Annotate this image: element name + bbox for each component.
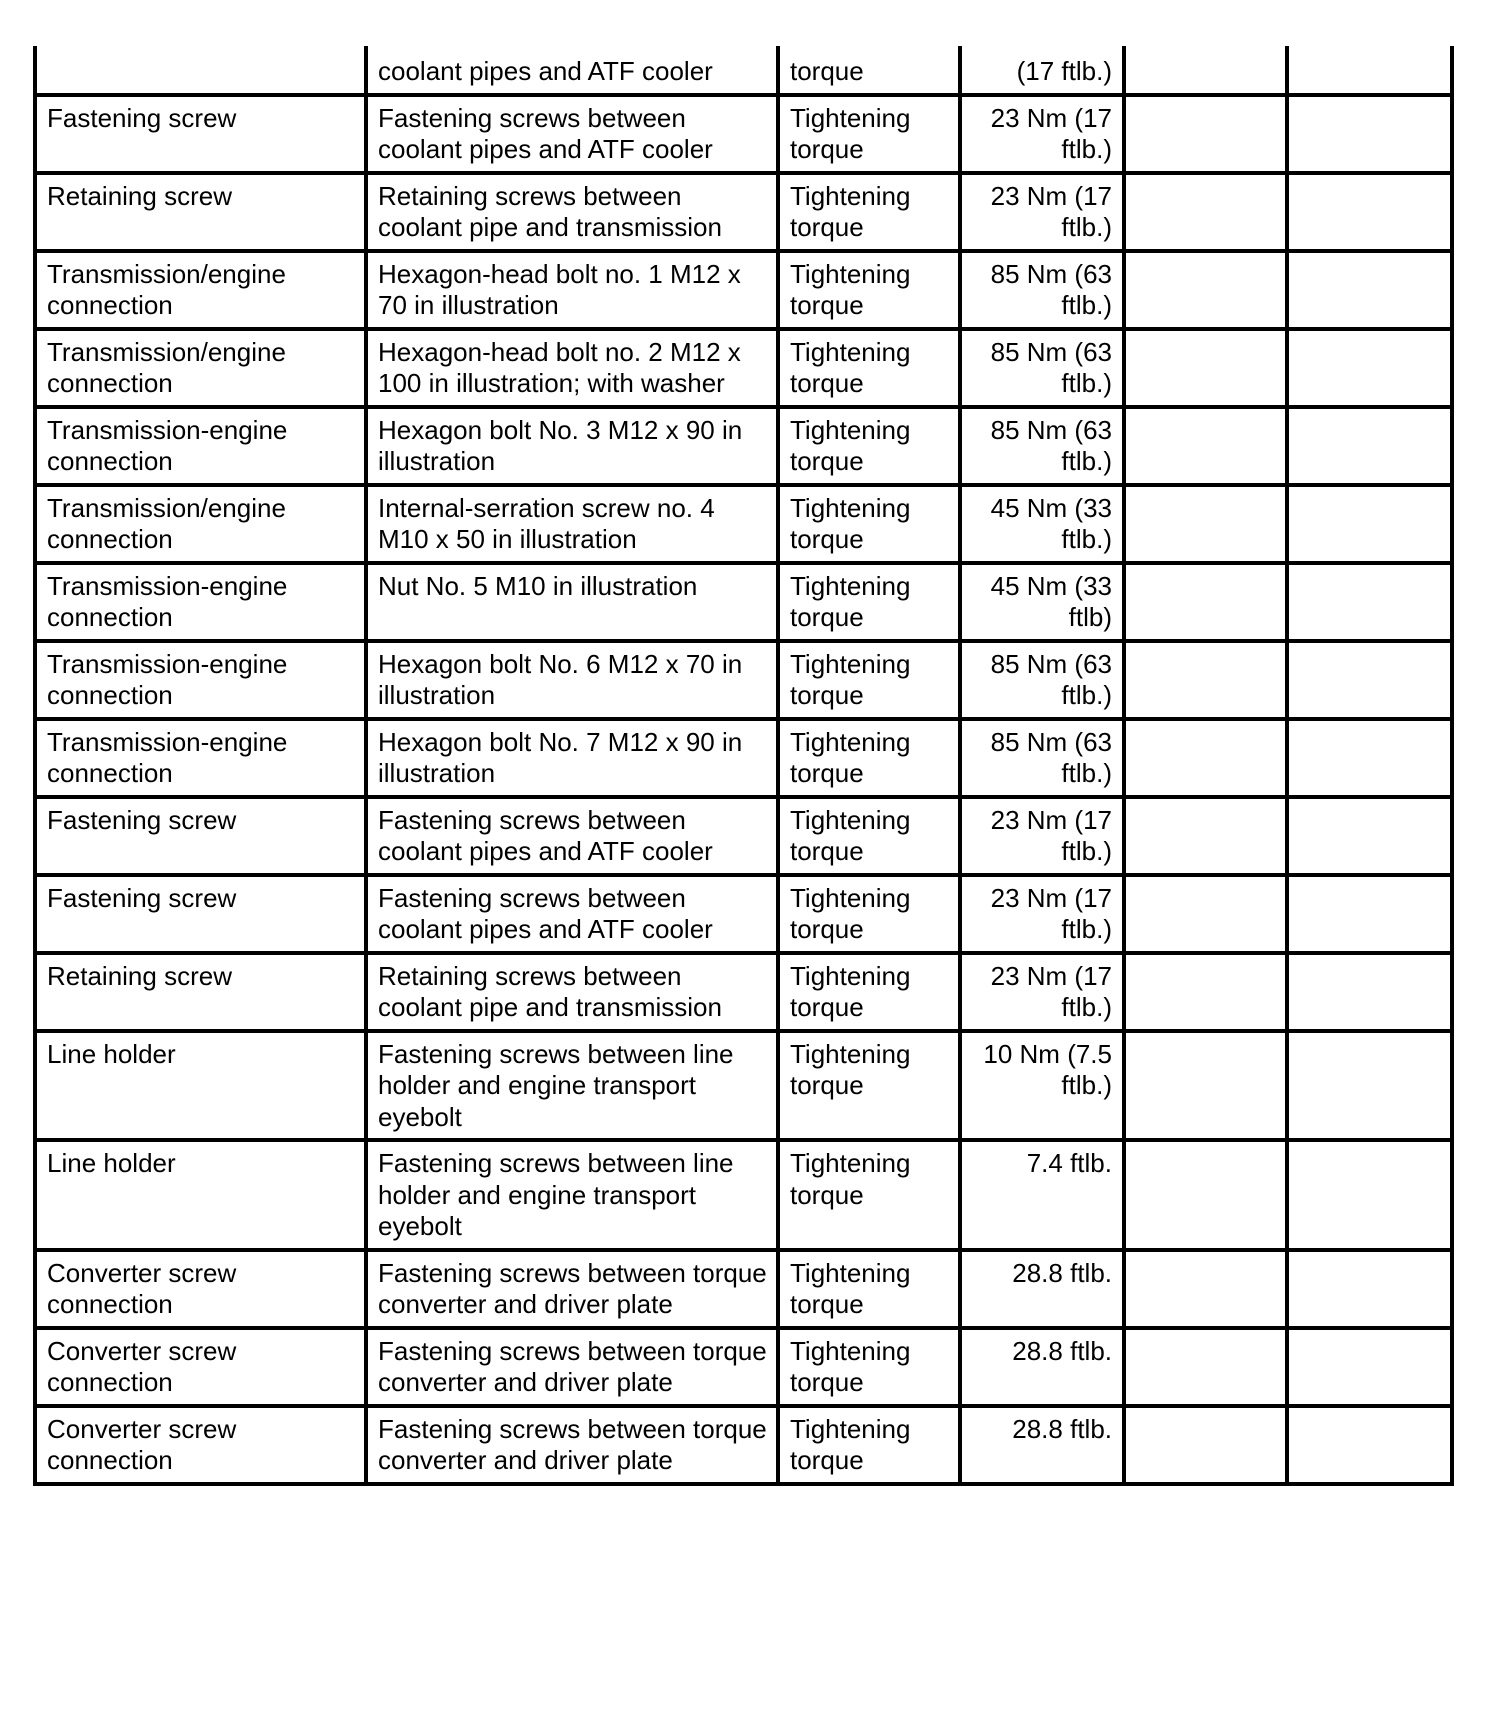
spec-type-cell: Tightening torque [778, 875, 960, 953]
table-row [35, 1250, 1452, 1328]
empty-cell [1287, 797, 1452, 875]
empty-cell [1287, 641, 1452, 719]
empty-cell [1287, 251, 1452, 329]
value-cell: 23 Nm (17 ftlb.) [960, 953, 1124, 1031]
value-cell: 45 Nm (33 ftlb) [960, 563, 1124, 641]
component-cell: Transmission/engine connection [35, 251, 366, 329]
empty-cell [1287, 1250, 1452, 1328]
empty-cell [1287, 407, 1452, 485]
table-row [35, 875, 1452, 953]
table-row [35, 1328, 1452, 1406]
table-row [35, 46, 1452, 95]
value-cell: 28.8 ftlb. [960, 1250, 1124, 1328]
spec-type-cell: Tightening torque [778, 1406, 960, 1484]
table-row [35, 563, 1452, 641]
empty-cell [1287, 1406, 1452, 1484]
spec-type-cell: Tightening torque [778, 1328, 960, 1406]
component-cell: Line holder [35, 1031, 366, 1141]
table-row [35, 641, 1452, 719]
table-row [35, 95, 1452, 173]
component-cell: Transmission-engine connection [35, 719, 366, 797]
empty-cell [1287, 485, 1452, 563]
component-cell: Transmission/engine connection [35, 485, 366, 563]
table-row [35, 1031, 1452, 1141]
empty-cell [1124, 407, 1287, 485]
spec-type-cell: Tightening torque [778, 719, 960, 797]
table-row [35, 1406, 1452, 1484]
component-cell: Retaining screw [35, 953, 366, 1031]
component-cell: Transmission-engine connection [35, 407, 366, 485]
empty-cell [1124, 46, 1287, 95]
spec-type-cell: Tightening torque [778, 953, 960, 1031]
spec-type-cell: Tightening torque [778, 1140, 960, 1250]
description-cell: Fastening screws between coolant pipes and ATF cooler [366, 875, 778, 953]
spec-type-cell: Tightening torque [778, 1031, 960, 1141]
empty-cell [1124, 1250, 1287, 1328]
spec-type-cell: Tightening torque [778, 173, 960, 251]
component-cell: Converter screw connection [35, 1328, 366, 1406]
value-cell: 85 Nm (63 ftlb.) [960, 719, 1124, 797]
spec-type-cell: Tightening torque [778, 641, 960, 719]
table-row [35, 173, 1452, 251]
empty-cell [1124, 329, 1287, 407]
component-cell: Fastening screw [35, 95, 366, 173]
description-cell: Hexagon bolt No. 6 M12 x 70 in illustration [366, 641, 778, 719]
value-cell: 28.8 ftlb. [960, 1328, 1124, 1406]
empty-cell [1124, 953, 1287, 1031]
empty-cell [1287, 563, 1452, 641]
empty-cell [1287, 329, 1452, 407]
empty-cell [1287, 46, 1452, 95]
table-row [35, 485, 1452, 563]
description-cell: Hexagon bolt No. 7 M12 x 90 in illustration [366, 719, 778, 797]
spec-type-cell: Tightening torque [778, 251, 960, 329]
table-row [35, 251, 1452, 329]
empty-cell [1124, 1406, 1287, 1484]
empty-cell [1124, 1328, 1287, 1406]
spec-type-cell: Tightening torque [778, 1250, 960, 1328]
torque-spec-table [33, 46, 1454, 1486]
spec-type-cell: torque [778, 46, 960, 95]
description-cell: Hexagon-head bolt no. 2 M12 x 100 in illustration; with washer [366, 329, 778, 407]
component-cell: Fastening screw [35, 875, 366, 953]
empty-cell [1124, 251, 1287, 329]
spec-type-cell: Tightening torque [778, 407, 960, 485]
empty-cell [1124, 95, 1287, 173]
component-cell: Transmission-engine connection [35, 563, 366, 641]
table-row [35, 719, 1452, 797]
empty-cell [1287, 1328, 1452, 1406]
value-cell: 85 Nm (63 ftlb.) [960, 251, 1124, 329]
component-cell [35, 46, 366, 95]
table-body [35, 46, 1452, 1484]
value-cell: 85 Nm (63 ftlb.) [960, 407, 1124, 485]
value-cell: 23 Nm (17 ftlb.) [960, 95, 1124, 173]
value-cell: 85 Nm (63 ftlb.) [960, 641, 1124, 719]
table-row [35, 329, 1452, 407]
description-cell: Fastening screws between line holder and engine transport eyebolt [366, 1031, 778, 1141]
spec-type-cell: Tightening torque [778, 797, 960, 875]
table-row [35, 1140, 1452, 1250]
empty-cell [1287, 1031, 1452, 1141]
description-cell: Fastening screws between torque converter and driver plate [366, 1406, 778, 1484]
description-cell: Hexagon-head bolt no. 1 M12 x 70 in illustration [366, 251, 778, 329]
table-row [35, 797, 1452, 875]
component-cell: Line holder [35, 1140, 366, 1250]
description-cell: Hexagon bolt No. 3 M12 x 90 in illustration [366, 407, 778, 485]
table-row [35, 407, 1452, 485]
empty-cell [1124, 1140, 1287, 1250]
spec-type-cell: Tightening torque [778, 485, 960, 563]
empty-cell [1124, 1031, 1287, 1141]
spec-type-cell: Tightening torque [778, 563, 960, 641]
component-cell: Fastening screw [35, 797, 366, 875]
value-cell: 23 Nm (17 ftlb.) [960, 797, 1124, 875]
value-cell: 7.4 ftlb. [960, 1140, 1124, 1250]
empty-cell [1287, 95, 1452, 173]
empty-cell [1287, 1140, 1452, 1250]
component-cell: Converter screw connection [35, 1406, 366, 1484]
value-cell: 28.8 ftlb. [960, 1406, 1124, 1484]
empty-cell [1287, 953, 1452, 1031]
description-cell: coolant pipes and ATF cooler [366, 46, 778, 95]
description-cell: Fastening screws between coolant pipes and ATF cooler [366, 797, 778, 875]
description-cell: Internal-serration screw no. 4 M10 x 50 in illustration [366, 485, 778, 563]
value-cell: 10 Nm (7.5 ftlb.) [960, 1031, 1124, 1141]
empty-cell [1124, 719, 1287, 797]
description-cell: Retaining screws between coolant pipe and transmission [366, 173, 778, 251]
empty-cell [1124, 563, 1287, 641]
component-cell: Converter screw connection [35, 1250, 366, 1328]
empty-cell [1287, 875, 1452, 953]
description-cell: Fastening screws between torque converter and driver plate [366, 1250, 778, 1328]
component-cell: Retaining screw [35, 173, 366, 251]
table-row [35, 953, 1452, 1031]
value-cell: (17 ftlb.) [960, 46, 1124, 95]
component-cell: Transmission/engine connection [35, 329, 366, 407]
empty-cell [1124, 875, 1287, 953]
empty-cell [1287, 719, 1452, 797]
description-cell: Fastening screws between torque converter and driver plate [366, 1328, 778, 1406]
empty-cell [1287, 173, 1452, 251]
component-cell: Transmission-engine connection [35, 641, 366, 719]
value-cell: 23 Nm (17 ftlb.) [960, 173, 1124, 251]
empty-cell [1124, 485, 1287, 563]
empty-cell [1124, 173, 1287, 251]
value-cell: 23 Nm (17 ftlb.) [960, 875, 1124, 953]
description-cell: Nut No. 5 M10 in illustration [366, 563, 778, 641]
value-cell: 85 Nm (63 ftlb.) [960, 329, 1124, 407]
description-cell: Fastening screws between coolant pipes and ATF cooler [366, 95, 778, 173]
value-cell: 45 Nm (33 ftlb.) [960, 485, 1124, 563]
spec-type-cell: Tightening torque [778, 329, 960, 407]
description-cell: Fastening screws between line holder and engine transport eyebolt [366, 1140, 778, 1250]
empty-cell [1124, 797, 1287, 875]
description-cell: Retaining screws between coolant pipe and transmission [366, 953, 778, 1031]
spec-type-cell: Tightening torque [778, 95, 960, 173]
empty-cell [1124, 641, 1287, 719]
